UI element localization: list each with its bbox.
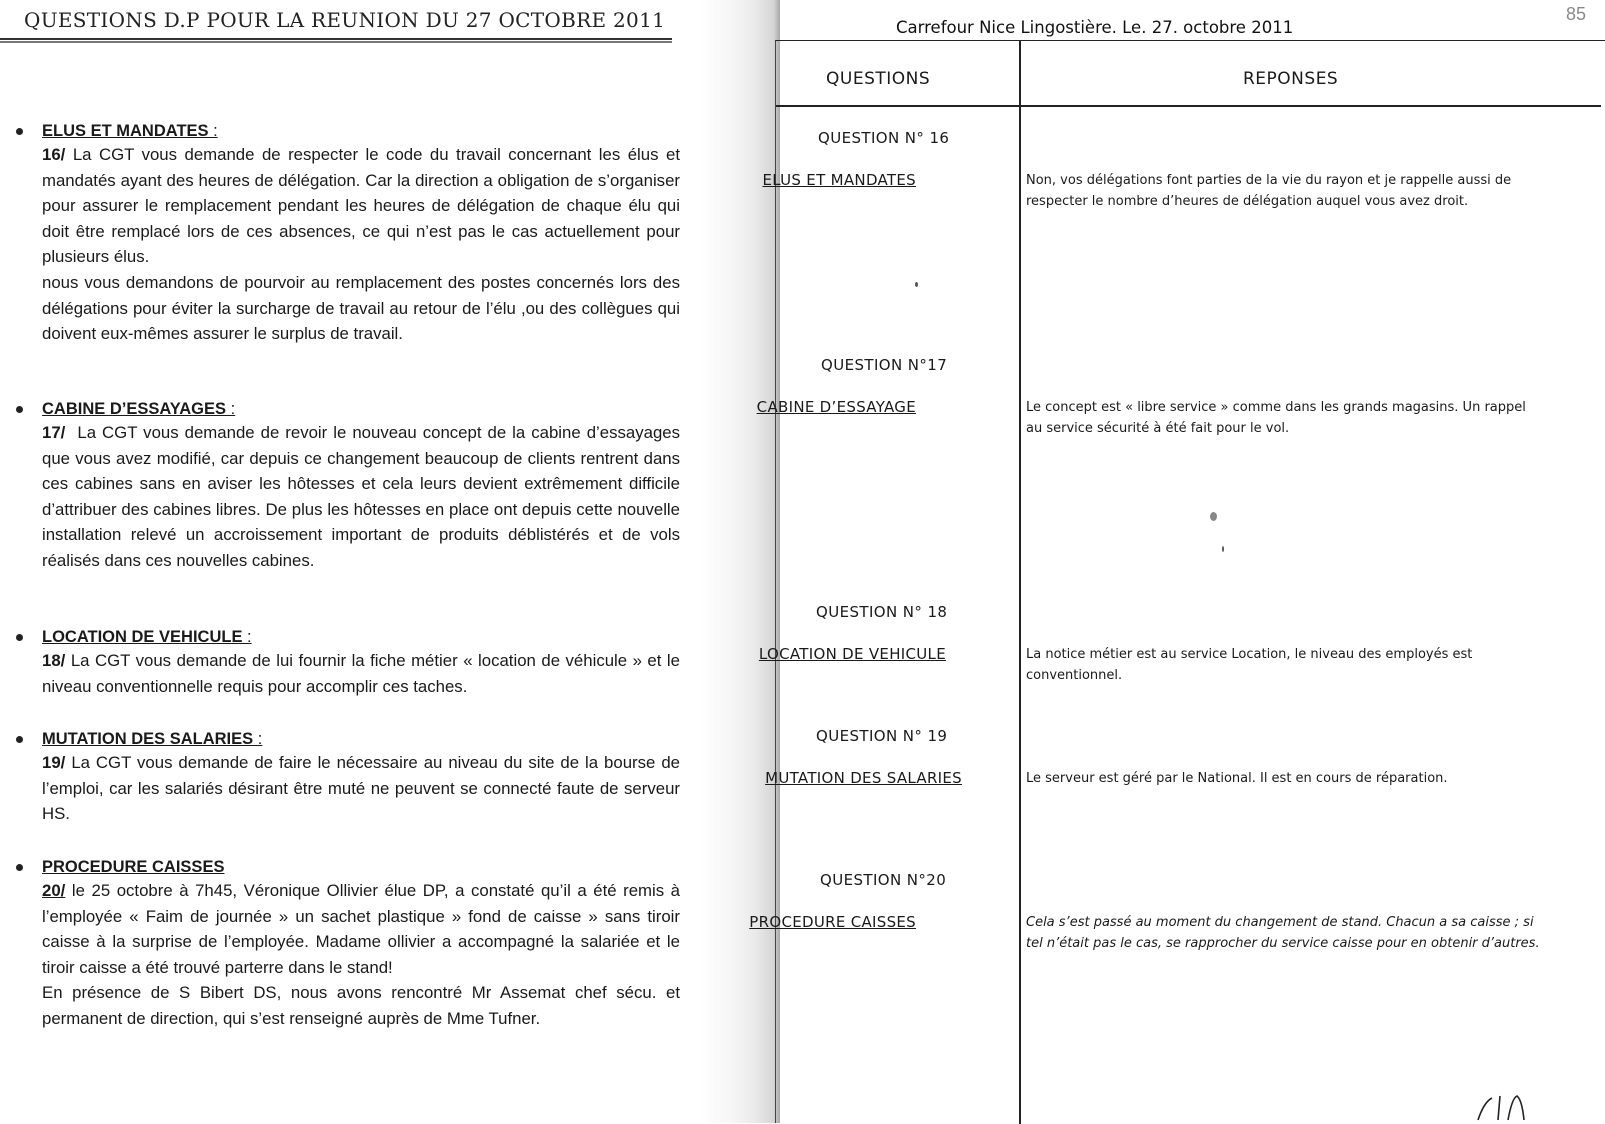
question-text: La CGT vous demande de respecter le code du travail concernant les élus et mandatés ayant des heures de délégation. Car la direction a obligation de s’organiser pour assurer le remplacement pendant les heures de délégation de chaque élu qui doit être remplacé lors de ces absences, ce qui n’est pas le cas actuellement pour plusieurs élus.	[42, 145, 680, 267]
question-topic: ELUS ET MANDATES	[762, 171, 916, 189]
bullet-icon	[16, 736, 23, 743]
question-number: 18/	[42, 651, 66, 670]
column-divider	[1019, 41, 1021, 1124]
question-text: le 25 octobre à 7h45, Véronique Ollivier élue DP, a constaté qu’il a été remis à l’employée « Faim de journée » un sachet plastique » fond de caisse » sans tiroir caisse à la surprise de l’employée. Madame ollivier a accompagné la salariée et le tiroir caisse a été trouvé parterre dans le stand!	[42, 881, 680, 977]
column-header-questions: QUESTIONS	[826, 69, 931, 89]
question-topic: MUTATION DES SALARIES	[765, 769, 962, 787]
section-cabine-d-essayages	[42, 398, 680, 574]
section-heading: ELUS ET MANDATES :	[42, 122, 218, 140]
bullet-icon	[16, 864, 23, 871]
question-text: La CGT vous demande de faire le nécessaire au niveau du site de la bourse de l’emploi, car les salariés désirant être muté ne peuvent se connecté faute de serveur HS.	[42, 753, 680, 824]
bullet-icon	[16, 634, 23, 641]
question-text: La CGT vous demande de revoir le nouveau concept de la cabine d’essayages que vous avez modifié, car depuis ce changement beaucoup de clients rentrent dans ces cabines sans en aviser les hôtesses et cela leurs devient extrêmement difficile d’attribuer des cabines libres. De plus les hôtesses en place ont depuis cette nouvelle installation relevé un accroissement important de produits déblistérés et de vols réalisés dans ces nouvelles cabines.	[42, 423, 681, 570]
answer-text: Le serveur est géré par le National. Il est en cours de réparation.	[1026, 771, 1448, 786]
scan-speck	[1222, 546, 1224, 552]
section-heading: MUTATION DES SALARIES :	[42, 730, 263, 748]
section-mutation-des-salaries	[42, 728, 680, 827]
section-elus-et-mandates	[42, 120, 680, 347]
section-body	[42, 878, 680, 1032]
question-number: 20/	[42, 881, 66, 900]
scan-speck	[915, 282, 918, 287]
question-label: QUESTION N°20	[820, 871, 947, 889]
responses-page	[749, 0, 1600, 1123]
page-number: 85	[1566, 4, 1587, 24]
question-label: QUESTION N°17	[821, 356, 948, 374]
qa-table	[749, 40, 1605, 1123]
signature-mark	[1470, 1080, 1530, 1123]
section-body	[42, 648, 680, 699]
question-label: QUESTION N° 19	[816, 727, 948, 745]
column-header-reponses: REPONSES	[1243, 69, 1339, 89]
page-spine	[700, 0, 780, 1123]
question-topic: CABINE D’ESSAYAGE	[756, 398, 916, 416]
section-body	[42, 142, 680, 347]
question-number: 17/	[42, 423, 66, 442]
bullet-icon	[16, 406, 23, 413]
question-number: 16/	[42, 145, 66, 164]
question-number: 19/	[42, 753, 66, 772]
section-heading: LOCATION DE VEHICULE :	[42, 628, 252, 646]
section-procedure-caisses	[42, 856, 680, 1032]
scan-speck	[1210, 512, 1217, 521]
page-title: QUESTIONS D.P POUR LA REUNION DU 27 OCTOBRE 2011	[24, 8, 666, 32]
title-rule	[0, 38, 672, 43]
question-topic: PROCEDURE CAISSES	[749, 913, 916, 931]
bullet-icon	[16, 128, 23, 135]
section-location-de-vehicule	[42, 626, 680, 699]
section-heading: PROCEDURE CAISSES	[42, 858, 225, 876]
question-label: QUESTION N° 18	[816, 603, 948, 621]
section-body	[42, 750, 680, 827]
answer-text: La notice métier est au service Location, le niveau des employés est conventionnel.	[1026, 647, 1473, 683]
section-body	[42, 420, 680, 574]
question-topic: LOCATION DE VEHICULE	[758, 645, 946, 663]
answer-text: Cela s’est passé au moment du changement de stand. Chacun a sa caisse ; si tel n’était pas le cas, se rapprocher du service caisse pour en obtenir d’autres.	[1026, 915, 1540, 951]
question-text-continued: En présence de S Bibert DS, nous avons rencontré Mr Assemat chef sécu. et permanent de direction, qui s’est renseigné auprès de Mme Tufner.	[42, 983, 680, 1028]
question-label: QUESTION N° 16	[818, 129, 950, 147]
answer-text: Le concept est « libre service » comme dans les grands magasins. Un rappel au service sécurité à été fait pour le vol.	[1026, 400, 1526, 436]
section-heading: CABINE D’ESSAYAGES :	[42, 400, 236, 418]
questions-page	[0, 0, 690, 1123]
answer-text: Non, vos délégations font parties de la vie du rayon et je rappelle aussi de respecter le nombre d’heures de délégation auquel vous avez droit.	[1026, 173, 1512, 209]
header-rule	[776, 105, 1601, 107]
document-header: Carrefour Nice Lingostière. Le. 27. octobre 2011	[896, 18, 1294, 37]
question-text: La CGT vous demande de lui fournir la fiche métier « location de véhicule » et le niveau conventionnelle requis pour accomplir ces taches.	[42, 651, 680, 696]
question-text-continued: nous vous demandons de pourvoir au remplacement des postes concernés lors des délégations pour éviter la surcharge de travail au retour de l’élu ,ou des collègues qui doivent eux-mêmes assurer le surplus de travail.	[42, 272, 680, 344]
